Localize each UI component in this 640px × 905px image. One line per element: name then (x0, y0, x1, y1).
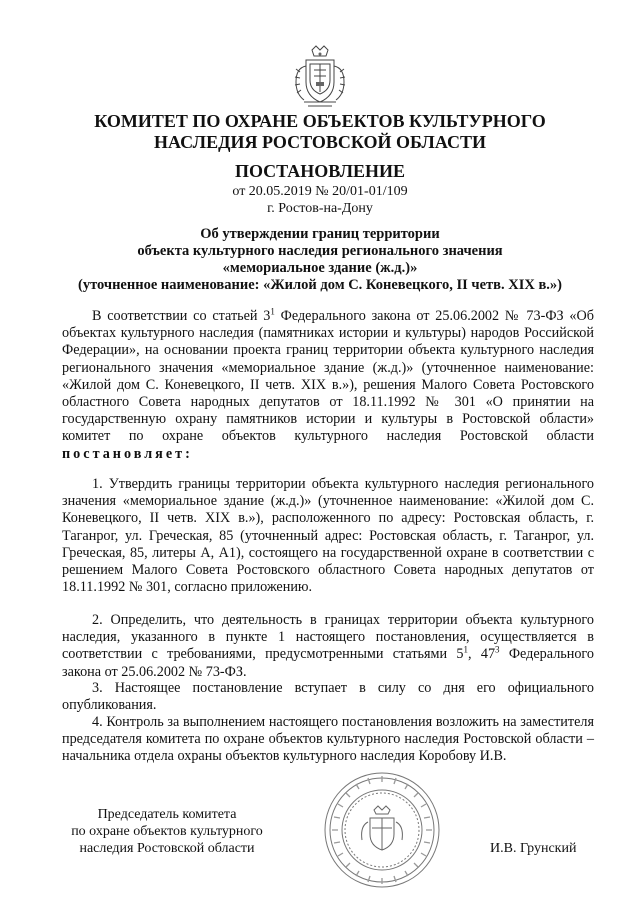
signatory-position-line2: по охране объектов культурного (71, 824, 263, 839)
item-3-text: 3. Настоящее постановление вступает в силу со дня его официального опубликования. (62, 680, 594, 714)
subject-line4: (уточненное наименование: «Жилой дом С. Коневецкого, II четв. XIX в.») (78, 277, 562, 293)
item-2-text-a: 2. Определить, что деятельность в границах территории объекта культурного наследия, указанного в пункте 1 настоящего постановления, осуществляется в соответствии с требованиями, предусмотренными статьями 5 (62, 612, 594, 663)
item-2-text-b: , 47 (468, 646, 496, 663)
subject-line1: Об утверждении границ территории (200, 226, 440, 242)
signatory-position-line3: наследия Ростовской области (79, 841, 255, 856)
document-type: ПОСТАНОВЛЕНИЕ (234, 161, 406, 181)
official-seal-icon (322, 770, 442, 890)
item-2-superscript-2: 3 (495, 644, 500, 655)
signatory-position (62, 806, 272, 857)
item-1-text: 1. Утвердить границы территории объекта культурного наследия регионального значения «мемориальное здание (ж.д.)» (уточненное наименование: «Жилой дом С. Коневецкого, II четв. XIX в.»), расположенного по адресу: Ростовская область, г. Таганрог, ул. Греческая, 85 (уточненный адрес: Ростовская область, г. Таганрог, ул. Греческая, 85, литеры А, А1), состоящего на государственной охране в соответствии с решением Малого Совета Ростовского областного Совета народных депутатов от 18.11.1992 № 301, согласно приложению. (62, 476, 594, 596)
organization-name-line1: КОМИТЕТ ПО ОХРАНЕ ОБЪЕКТОВ КУЛЬТУРНОГО (94, 111, 546, 131)
document-city: г. Ростов-на-Дону (267, 201, 373, 216)
subject-line2: объекта культурного наследия регионального значения (137, 243, 503, 259)
item-2-superscript-1: 1 (463, 644, 468, 655)
preamble-superscript: 1 (270, 306, 275, 317)
item-4-paragraph (62, 714, 594, 766)
item-3-paragraph (62, 680, 594, 714)
item-2-paragraph (62, 612, 594, 681)
coat-of-arms-icon (292, 44, 348, 112)
signatory-name: И.В. Грунский (490, 841, 577, 856)
signatory-position-line1: Председатель комитета (97, 807, 237, 822)
resolves-keyword: постановляет: (62, 445, 193, 462)
preamble-text-b: Федерального закона от 25.06.2002 № 73-ФЗ «Об объектах культурного наследия (памятниках истории и культуры) народов Российской Федерации», на основании проекта границ территории объекта культурного наследия регионального значения «мемориальное здание (ж.д.)» (уточненное наименование: «Жилой дом С. Коневецкого, II четв. XIX в.»), решения Малого Совета Ростовского областного Совета народных депутатов от 18.11.1992 № 301 «О принятии на государственную охрану памятников истории и культуры в Ростовской области» комитет по охране объектов культурного наследия Ростовской области (62, 308, 594, 445)
preamble-paragraph (62, 308, 594, 463)
item-1-paragraph (62, 476, 594, 596)
item-2-text-c: Федерального закона от 25.06.2002 № 73-ФЗ. (62, 646, 594, 680)
subject-line3: «мемориальное здание (ж.д.)» (222, 260, 418, 276)
preamble-text-a: В соответствии со статьей 3 (92, 308, 271, 324)
organization-name-line2: НАСЛЕДИЯ РОСТОВСКОЙ ОБЛАСТИ (154, 132, 486, 152)
item-4-text: 4. Контроль за выполнением настоящего постановления возложить на заместителя председателя комитета по охране объектов культурного наследия Ростовской области – начальника отдела охраны объектов культурного наследия Коробову И.В. (62, 714, 594, 765)
document-date-number: от 20.05.2019 № 20/01-01/109 (232, 184, 408, 199)
